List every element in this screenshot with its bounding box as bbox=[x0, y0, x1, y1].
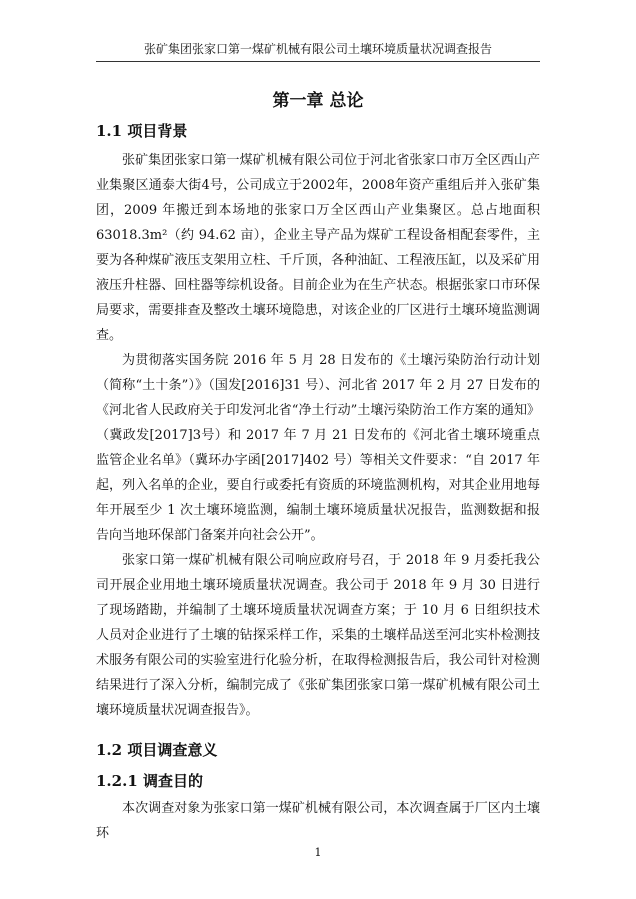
chapter-title: 第一章 总论 bbox=[272, 91, 364, 111]
page-number: 1 bbox=[314, 846, 322, 859]
section-heading-1-2: 1.2 项目调查意义 bbox=[96, 741, 218, 759]
page-header: 张矿集团张家口第一煤矿机械有限公司土壤环境质量状况调查报告 bbox=[96, 40, 540, 62]
paragraph-commission: 张家口第一煤矿机械有限公司响应政府号召，于 2018 年 9 月委托我公司开展企业用地土壤环境质量状况调查。我公司于 2018 年 9 月 30 日进行了现场踏勘，并编制了土壤环境质量状况调查方案；于 10 月 6 日组织技术人员对企业进行了土壤的钻探采样工作，采集的土壤样品送至河北实朴检测技术服务有限公司的实验室进行化验分析，在取得检测报告后，我公司针对检测结果进行了深入分析，编制完成了《张矿集团张家口第一煤矿机械有限公司土壤环境质量状况调查报告》。 bbox=[96, 553, 540, 718]
paragraph-policy: 为贯彻落实国务院 2016 年 5 月 28 日发布的《土壤污染防治行动计划（简称“土十条”）》（国发[2016]31 号）、河北省 2017 年 2 月 27 日发布的《河北省人民政府关于印发河北省“净土行动”土壤污染防治工作方案的通知》（冀政发[2017]3号）和 2017 年 7 月 21 日发布的《河北省土壤环境重点监管企业名单》（冀环办字函[2017]402 号）等相关文件要求：“自 2017 年起，列入名单的企业，要自行或委托有资质的环境监测机构，对其企业用地每年开展至少 1 次土壤环境监测，编制土壤环境质量状况报告，监测数据和报告向当地环保部门备案并向社会公开”。 bbox=[96, 353, 540, 543]
paragraph-purpose: 本次调查对象为张家口第一煤矿机械有限公司，本次调查属于厂区内土壤环 bbox=[96, 801, 540, 841]
subsection-heading-1-2-1: 1.2.1 调查目的 bbox=[96, 772, 203, 790]
paragraph-background: 张矿集团张家口第一煤矿机械有限公司位于河北省张家口市万全区西山产业集聚区通泰大街4号，公司成立于2002年，2008年资产重组后并入张矿集团，2009 年搬迁到本场地的张家口万全区西山产业集聚区。总占地面积 63018.3m²（约 94.62 亩），企业主导产品为煤矿工程设备相配套零件，主要为各种煤矿液压支架用立柱、千斤顶，各种油缸、工程液压缸，以及采矿用液压升柱器、回柱器等综机设备。目前企业为在生产状态。根据张家口市环保局要求，需要排查及整改土壤环境隐患，对该企业的厂区进行土壤环境监测调查。 bbox=[96, 153, 540, 343]
section-heading-1-1: 1.1 项目背景 bbox=[96, 122, 188, 140]
